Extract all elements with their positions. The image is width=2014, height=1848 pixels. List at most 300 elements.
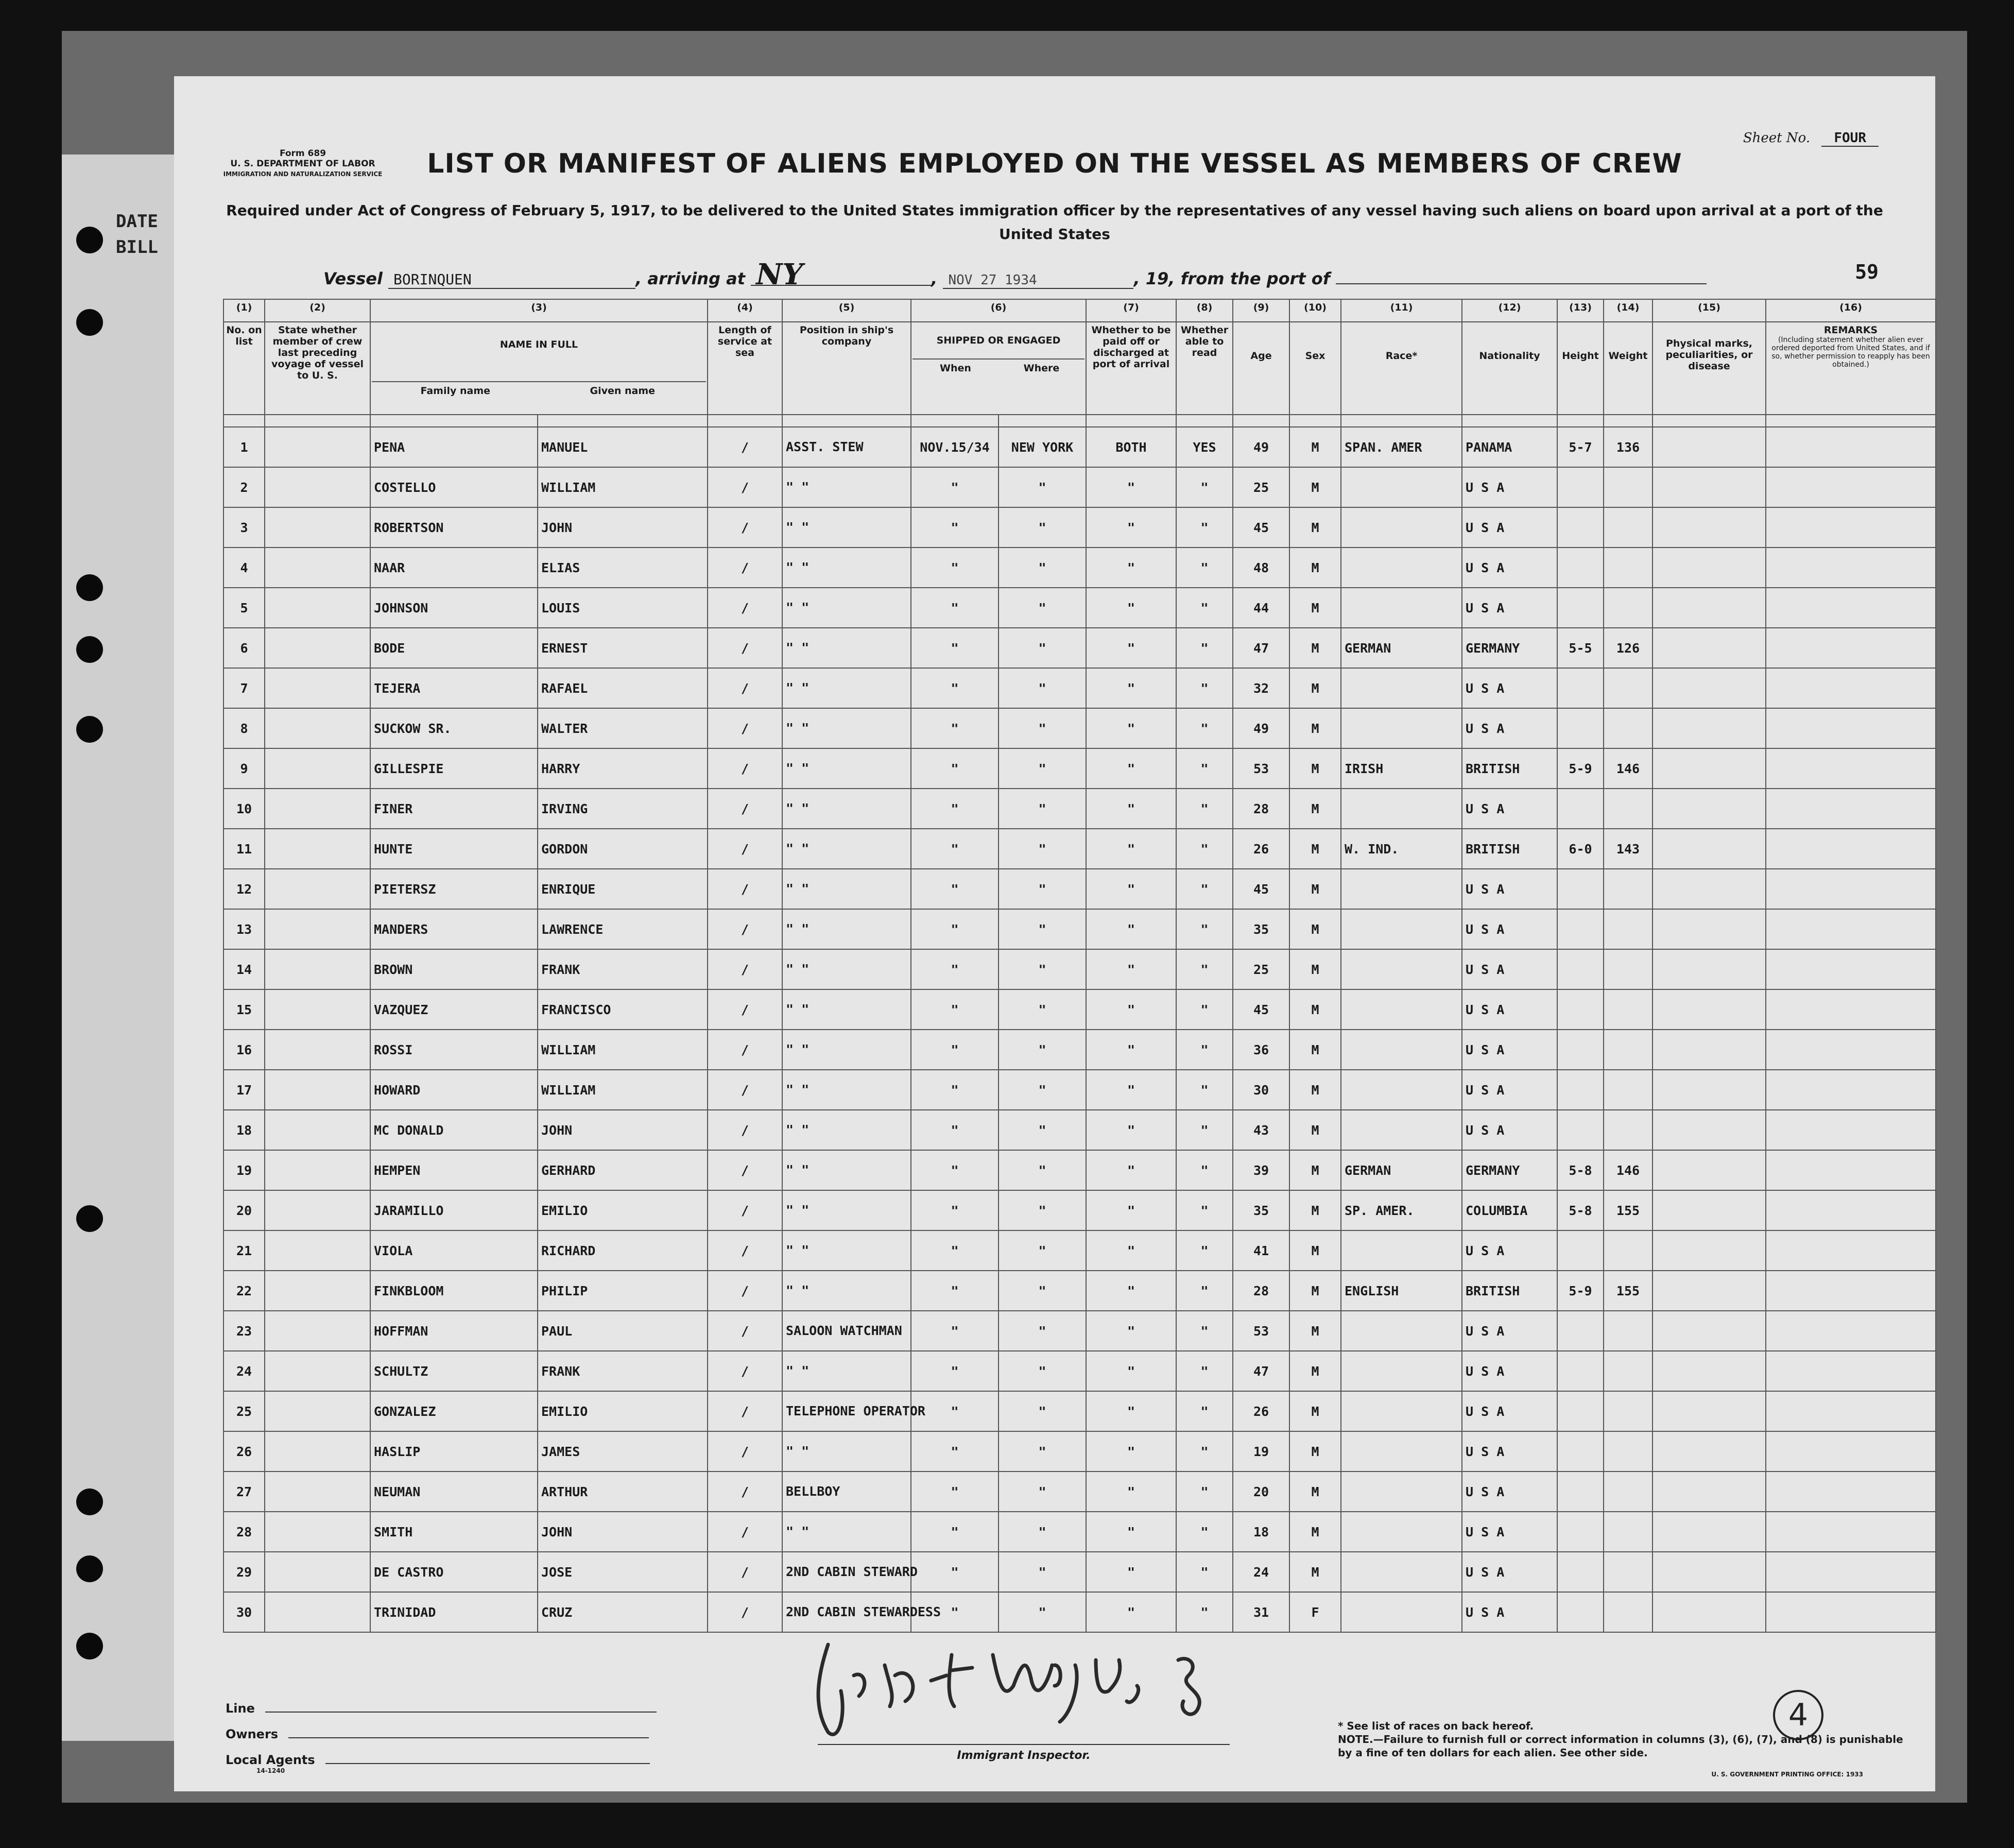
nationality-cell: U S A (1462, 1351, 1557, 1391)
length-of-service-cell: / (708, 1230, 782, 1271)
height-cell (1557, 1070, 1604, 1110)
remarks-cell (1766, 1110, 1936, 1150)
nationality-cell: U S A (1462, 1431, 1557, 1471)
weight-cell (1604, 1351, 1652, 1391)
nationality-cell: U S A (1462, 1110, 1557, 1150)
given-name-cell: ERNEST (538, 628, 708, 668)
height-label: Height (1562, 350, 1599, 362)
height-cell: 5-9 (1557, 1271, 1604, 1311)
shipped-when-cell: " (911, 1351, 999, 1391)
physical-marks-cell (1652, 1552, 1766, 1592)
physical-marks-cell (1652, 467, 1766, 507)
shipped-where-cell: " (999, 949, 1086, 989)
shipped-when-cell: " (911, 1512, 999, 1552)
nationality-cell: BRITISH (1462, 1271, 1557, 1311)
shipped-where-cell: " (999, 628, 1086, 668)
able-to-read-cell: " (1176, 1150, 1233, 1190)
row-number: 6 (223, 628, 265, 668)
able-to-read-cell: " (1176, 1070, 1233, 1110)
race-cell (1341, 789, 1462, 829)
race-label: Race* (1385, 350, 1418, 362)
nationality-cell: U S A (1462, 708, 1557, 748)
shipped-where-cell: " (999, 708, 1086, 748)
where-label: Where (1023, 363, 1060, 374)
weight-cell (1604, 588, 1652, 628)
given-name-cell: LAWRENCE (538, 909, 708, 949)
given-name-cell: ENRIQUE (538, 869, 708, 909)
age-cell: 32 (1233, 668, 1289, 708)
family-name-cell: JARAMILLO (370, 1190, 538, 1230)
remarks-cell (1766, 1512, 1936, 1552)
spacer-cell (370, 415, 538, 427)
race-cell (1341, 1070, 1462, 1110)
crew-row (223, 829, 1936, 869)
race-cell (1341, 869, 1462, 909)
race-cell: IRISH (1341, 748, 1462, 789)
shipped-where-cell: " (999, 829, 1086, 869)
spacer-cell (1086, 415, 1176, 427)
vessel-name: BORINQUEN (388, 271, 635, 289)
height-cell (1557, 949, 1604, 989)
family-name-cell: GILLESPIE (370, 748, 538, 789)
physical-marks-cell (1652, 829, 1766, 869)
page-subtitle: Required under Act of Congress of February 5, 1917, to be delivered to the United States immigration officer by the representatives of any vessel having such aliens on board upon arrival at a port of the United States (226, 202, 1883, 243)
nationality-cell: PANAMA (1462, 427, 1557, 467)
sex-cell: M (1289, 1030, 1341, 1070)
crew-row (223, 547, 1936, 588)
length-of-service-cell: / (708, 427, 782, 467)
shipped-when-cell: " (911, 588, 999, 628)
line-field (265, 1712, 657, 1713)
shipped-when-cell: " (911, 1230, 999, 1271)
shipped-when-cell: " (911, 1110, 999, 1150)
length-of-service-cell: / (708, 668, 782, 708)
col-num: (8) (1176, 299, 1233, 322)
paid-off-cell: " (1086, 628, 1176, 668)
family-name-cell: JOHNSON (370, 588, 538, 628)
family-name-cell: DE CASTRO (370, 1552, 538, 1592)
race-cell (1341, 1592, 1462, 1632)
age-cell: 45 (1233, 507, 1289, 547)
crew-row (223, 507, 1936, 547)
spacer-cell (1289, 415, 1341, 427)
position-cell: " " (782, 909, 911, 949)
race-cell (1341, 1030, 1462, 1070)
remarks-cell (1766, 588, 1936, 628)
spacer-cell (223, 415, 265, 427)
remarks-cell (1766, 949, 1936, 989)
remarks-cell (1766, 1230, 1936, 1271)
state-whether-cell (265, 1471, 370, 1512)
row-number: 9 (223, 748, 265, 789)
spacer-cell (911, 415, 999, 427)
position-cell: " " (782, 1271, 911, 1311)
weight-cell: 146 (1604, 748, 1652, 789)
shipped-where-cell: " (999, 588, 1086, 628)
shipped-when-cell: " (911, 949, 999, 989)
binder-hole (76, 309, 103, 336)
weight-cell (1604, 1230, 1652, 1271)
paid-off-cell: " (1086, 1311, 1176, 1351)
crew-row (223, 1230, 1936, 1271)
header-able-read: Whether able to read (1176, 322, 1233, 415)
stub-date-label: DATE (116, 211, 158, 232)
length-of-service-cell: / (708, 708, 782, 748)
able-to-read-cell: " (1176, 1351, 1233, 1391)
paid-off-cell: " (1086, 1431, 1176, 1471)
spacer-cell (1652, 415, 1766, 427)
race-cell (1341, 949, 1462, 989)
spacer-cell (265, 415, 370, 427)
spacer-row (223, 415, 1936, 427)
given-name-cell: JOHN (538, 1110, 708, 1150)
physical-marks-cell (1652, 668, 1766, 708)
shipped-when-cell: " (911, 547, 999, 588)
crew-row (223, 427, 1936, 467)
race-cell: GERMAN (1341, 1150, 1462, 1190)
crew-row (223, 1391, 1936, 1431)
row-number: 16 (223, 1030, 265, 1070)
paid-off-cell: " (1086, 1190, 1176, 1230)
owners-label: Owners (226, 1727, 279, 1741)
physical-marks-cell (1652, 628, 1766, 668)
state-whether-cell (265, 588, 370, 628)
length-of-service-cell: / (708, 1150, 782, 1190)
race-cell (1341, 1431, 1462, 1471)
race-cell: SP. AMER. (1341, 1190, 1462, 1230)
local-agents-label: Local Agents (226, 1753, 315, 1767)
given-name-cell: FRANK (538, 949, 708, 989)
sex-cell: M (1289, 708, 1341, 748)
family-name-cell: SCHULTZ (370, 1351, 538, 1391)
row-number: 2 (223, 467, 265, 507)
position-cell: 2ND CABIN STEWARDESS (782, 1592, 911, 1632)
sex-cell: M (1289, 547, 1341, 588)
height-cell (1557, 989, 1604, 1030)
row-number: 13 (223, 909, 265, 949)
shipped-where-cell: " (999, 547, 1086, 588)
header-sex (1289, 322, 1341, 415)
row-number: 5 (223, 588, 265, 628)
height-cell (1557, 507, 1604, 547)
height-cell: 5-7 (1557, 427, 1604, 467)
length-of-service-cell: / (708, 547, 782, 588)
binder-hole (76, 716, 103, 743)
given-name-cell: RAFAEL (538, 668, 708, 708)
family-name-cell: ROSSI (370, 1030, 538, 1070)
state-whether-cell (265, 467, 370, 507)
age-cell: 47 (1233, 1351, 1289, 1391)
weight-cell: 155 (1604, 1190, 1652, 1230)
physical-marks-cell (1652, 588, 1766, 628)
shipped-subheaders (913, 358, 1085, 374)
able-to-read-cell: " (1176, 1391, 1233, 1431)
remarks-cell (1766, 427, 1936, 467)
remarks-cell (1766, 1592, 1936, 1632)
length-of-service-cell: / (708, 989, 782, 1030)
position-cell: 2ND CABIN STEWARD (782, 1552, 911, 1592)
shipped-where-cell: " (999, 1431, 1086, 1471)
sex-cell: M (1289, 1190, 1341, 1230)
able-to-read-cell: " (1176, 1271, 1233, 1311)
state-whether-cell (265, 949, 370, 989)
shipped-when-cell: " (911, 1592, 999, 1632)
paid-off-cell: " (1086, 829, 1176, 869)
sex-cell: M (1289, 829, 1341, 869)
shipped-where-cell: " (999, 1110, 1086, 1150)
race-cell (1341, 708, 1462, 748)
weight-cell (1604, 1431, 1652, 1471)
family-name-cell: TEJERA (370, 668, 538, 708)
nationality-cell: U S A (1462, 1592, 1557, 1632)
nationality-cell: U S A (1462, 949, 1557, 989)
form-department: U. S. DEPARTMENT OF LABOR (230, 159, 375, 169)
given-name-cell: PAUL (538, 1311, 708, 1351)
remarks-cell (1766, 829, 1936, 869)
race-cell (1341, 507, 1462, 547)
nationality-cell: BRITISH (1462, 829, 1557, 869)
weight-cell: 126 (1604, 628, 1652, 668)
state-whether-cell (265, 748, 370, 789)
page-number: 59 (1855, 261, 1879, 283)
length-of-service-cell: / (708, 1190, 782, 1230)
shipped-where-cell: " (999, 1311, 1086, 1351)
paid-off-cell: " (1086, 989, 1176, 1030)
weight-cell (1604, 1311, 1652, 1351)
state-whether-cell (265, 909, 370, 949)
able-to-read-cell: " (1176, 869, 1233, 909)
given-name-cell: IRVING (538, 789, 708, 829)
height-cell (1557, 1110, 1604, 1150)
given-name-cell: WILLIAM (538, 1030, 708, 1070)
position-cell: ASST. STEW (782, 427, 911, 467)
height-cell (1557, 1230, 1604, 1271)
shipped-when-cell: " (911, 668, 999, 708)
state-whether-cell (265, 1110, 370, 1150)
paid-off-cell: BOTH (1086, 427, 1176, 467)
age-cell: 35 (1233, 1190, 1289, 1230)
height-cell (1557, 1351, 1604, 1391)
remarks-cell (1766, 1552, 1936, 1592)
weight-cell (1604, 869, 1652, 909)
remarks-cell (1766, 1391, 1936, 1431)
physical-marks-cell (1652, 1150, 1766, 1190)
shipped-where-cell: " (999, 1351, 1086, 1391)
family-name-label: Family name (420, 385, 491, 397)
physical-marks-cell (1652, 1592, 1766, 1632)
given-name-cell: WALTER (538, 708, 708, 748)
shipped-where-cell: " (999, 507, 1086, 547)
given-name-cell: EMILIO (538, 1391, 708, 1431)
remarks-cell (1766, 1271, 1936, 1311)
crew-row (223, 1030, 1936, 1070)
binder-hole (76, 1205, 103, 1232)
position-cell: " " (782, 547, 911, 588)
sex-cell: M (1289, 1431, 1341, 1471)
given-name-cell: JAMES (538, 1431, 708, 1471)
remarks-cell (1766, 909, 1936, 949)
remarks-cell (1766, 547, 1936, 588)
weight-cell (1604, 989, 1652, 1030)
form-number: Form 689 (279, 148, 326, 159)
position-cell: " " (782, 989, 911, 1030)
row-number: 22 (223, 1271, 265, 1311)
state-whether-cell (265, 1351, 370, 1391)
physical-marks-cell (1652, 1311, 1766, 1351)
shipped-when-cell: " (911, 708, 999, 748)
spacer-cell (1557, 415, 1604, 427)
weight-cell: 146 (1604, 1150, 1652, 1190)
row-number: 11 (223, 829, 265, 869)
position-cell: " " (782, 1351, 911, 1391)
length-of-service-cell: / (708, 1030, 782, 1070)
crew-row (223, 668, 1936, 708)
age-cell: 45 (1233, 869, 1289, 909)
state-whether-cell (265, 547, 370, 588)
crew-rows (223, 427, 1936, 1632)
row-number: 18 (223, 1110, 265, 1150)
length-of-service-cell: / (708, 507, 782, 547)
crew-row (223, 1070, 1936, 1110)
when-label: When (940, 363, 971, 374)
row-number: 15 (223, 989, 265, 1030)
sex-cell: M (1289, 869, 1341, 909)
family-name-cell: HOWARD (370, 1070, 538, 1110)
able-to-read-cell: " (1176, 909, 1233, 949)
height-cell (1557, 708, 1604, 748)
crew-row (223, 1110, 1936, 1150)
weight-cell (1604, 1471, 1652, 1512)
remarks-cell (1766, 1351, 1936, 1391)
vessel-line: Vessel BORINQUEN , arriving at NY , NOV 27 1934 , 19, from the port of (323, 264, 1868, 289)
given-name-cell: GORDON (538, 829, 708, 869)
family-name-cell: MC DONALD (370, 1110, 538, 1150)
height-cell: 6-0 (1557, 829, 1604, 869)
header-nationality (1462, 322, 1557, 415)
shipped-when-cell: " (911, 1271, 999, 1311)
age-cell: 41 (1233, 1230, 1289, 1271)
physical-marks-cell (1652, 989, 1766, 1030)
nationality-cell: U S A (1462, 1391, 1557, 1431)
local-agents-field (325, 1763, 650, 1764)
weight-cell: 155 (1604, 1271, 1652, 1311)
sex-cell: M (1289, 1311, 1341, 1351)
physical-marks-cell (1652, 1391, 1766, 1431)
name-in-full-label: NAME IN FULL (500, 339, 578, 350)
able-to-read-cell: " (1176, 1431, 1233, 1471)
length-of-service-cell: / (708, 949, 782, 989)
able-to-read-cell: " (1176, 1512, 1233, 1552)
page-title: LIST OR MANIFEST OF ALIENS EMPLOYED ON THE VESSEL AS MEMBERS OF CREW (427, 148, 1682, 179)
position-cell: " " (782, 668, 911, 708)
crew-row (223, 588, 1936, 628)
remarks-cell (1766, 507, 1936, 547)
nationality-cell: U S A (1462, 869, 1557, 909)
crew-manifest-table (223, 299, 1936, 1633)
sex-cell: M (1289, 989, 1341, 1030)
state-whether-cell (265, 1431, 370, 1471)
sex-cell: M (1289, 1351, 1341, 1391)
row-number: 19 (223, 1150, 265, 1190)
height-cell (1557, 789, 1604, 829)
line-label: Line (226, 1701, 255, 1716)
column-header-row (223, 322, 1936, 415)
sex-cell: F (1289, 1592, 1341, 1632)
crew-row (223, 1471, 1936, 1512)
nationality-cell: U S A (1462, 1512, 1557, 1552)
row-number: 24 (223, 1351, 265, 1391)
family-name-cell: HEMPEN (370, 1150, 538, 1190)
agents-form-code: 14-1240 (256, 1767, 285, 1774)
shipped-where-cell: " (999, 1150, 1086, 1190)
spacer-cell (999, 415, 1086, 427)
age-cell: 48 (1233, 547, 1289, 588)
physical-marks-cell (1652, 427, 1766, 467)
shipped-where-cell: " (999, 668, 1086, 708)
age-cell: 26 (1233, 1391, 1289, 1431)
weight-cell (1604, 1110, 1652, 1150)
physical-marks-cell (1652, 708, 1766, 748)
arriving-port: NY (751, 264, 931, 286)
height-cell (1557, 1391, 1604, 1431)
shipped-where-cell: " (999, 1230, 1086, 1271)
col-num: (12) (1462, 299, 1557, 322)
family-name-cell: BROWN (370, 949, 538, 989)
state-whether-cell (265, 1230, 370, 1271)
paid-off-cell: " (1086, 668, 1176, 708)
shipped-when-cell: " (911, 467, 999, 507)
row-number: 1 (223, 427, 265, 467)
header-length-service: Length of service at sea (708, 322, 782, 415)
owners-field (288, 1737, 649, 1738)
state-whether-cell (265, 628, 370, 668)
spacer-cell (782, 415, 911, 427)
row-number: 21 (223, 1230, 265, 1271)
nationality-cell: U S A (1462, 989, 1557, 1030)
race-cell (1341, 1311, 1462, 1351)
age-cell: 43 (1233, 1110, 1289, 1150)
binder-hole (76, 227, 103, 253)
nationality-cell: BRITISH (1462, 748, 1557, 789)
family-name-cell: HASLIP (370, 1431, 538, 1471)
length-of-service-cell: / (708, 1070, 782, 1110)
sex-cell: M (1289, 1150, 1341, 1190)
position-cell: " " (782, 628, 911, 668)
position-cell: " " (782, 949, 911, 989)
remarks-cell (1766, 708, 1936, 748)
family-name-cell: ROBERTSON (370, 507, 538, 547)
sex-cell: M (1289, 507, 1341, 547)
physical-marks-cell (1652, 1431, 1766, 1471)
header-name-in-full (370, 322, 708, 415)
family-name-cell: HUNTE (370, 829, 538, 869)
races-note: * See list of races on back hereof. (1338, 1720, 1534, 1732)
shipped-where-cell: " (999, 1471, 1086, 1512)
name-subheaders (372, 381, 706, 397)
height-cell (1557, 909, 1604, 949)
position-cell: " " (782, 467, 911, 507)
length-of-service-cell: / (708, 1271, 782, 1311)
shipped-when-cell: " (911, 789, 999, 829)
col-num: (3) (370, 299, 708, 322)
paid-off-cell: " (1086, 1271, 1176, 1311)
weight-cell (1604, 708, 1652, 748)
remarks-cell (1766, 668, 1936, 708)
able-to-read-cell: " (1176, 789, 1233, 829)
nationality-cell: U S A (1462, 547, 1557, 588)
physical-marks-cell (1652, 1030, 1766, 1070)
shipped-when-cell: " (911, 1070, 999, 1110)
